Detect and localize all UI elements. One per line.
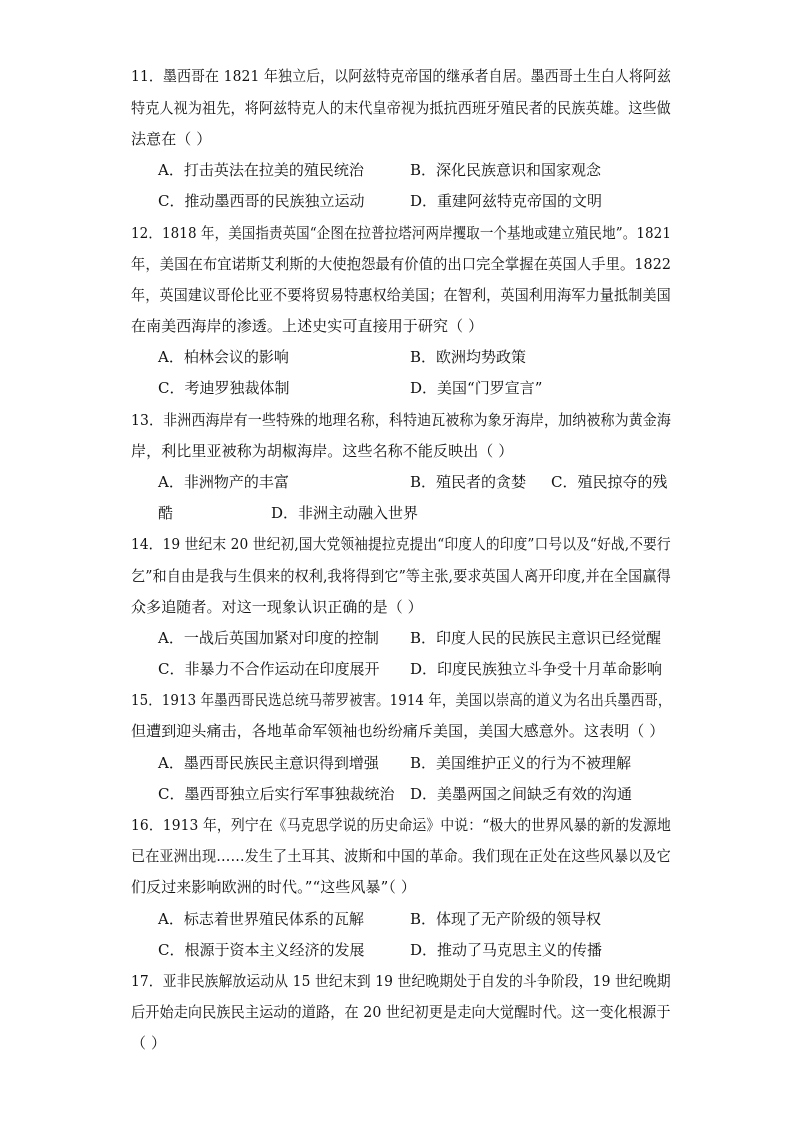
option-b[interactable]: B．殖民者的贪婪 xyxy=(410,473,527,491)
question-text-line: （ ） xyxy=(131,1034,167,1052)
question-text-line: 11．墨西哥在 1821 年独立后，以阿兹特克帝国的继承者自居。墨西哥土生白人将阿兹 xyxy=(131,67,671,85)
question-text-line: 们反过来影响欧洲的时代。”“这些风暴”（ ） xyxy=(131,878,416,896)
option-c[interactable]: C．推动墨西哥的民族独立运动 xyxy=(158,192,365,210)
option-a[interactable]: A．标志着世界殖民体系的瓦解 xyxy=(158,910,364,928)
question-text-line: 已在亚洲出现……发生了土耳其、波斯和中国的革命。我们现在正处在这些风暴以及它 xyxy=(131,847,671,865)
question-text-line: 乞”和自由是我与生俱来的权利,我将得到它”等主张,要求英国人离开印度,并在全国赢得 xyxy=(131,567,671,585)
option-d[interactable]: D．推动了马克思主义的传播 xyxy=(410,941,603,959)
option-a[interactable]: A．打击英法在拉美的殖民统治 xyxy=(158,161,364,179)
option-c[interactable]: C．非暴力不合作运动在印度展开 xyxy=(158,660,380,678)
question-text-line: 年，英国建议哥伦比亚不要将贸易特惠权给美国；在智利，英国利用海军力量抵制美国 xyxy=(131,286,671,304)
question-text-line: 12．1818 年，美国指责英国“企图在拉普拉塔河两岸攫取一个基地或建立殖民地”。1821 xyxy=(131,224,672,242)
question-text-line: 年，美国在布宜诺斯艾利斯的大使抱怨最有价值的出口完全掌握在英国人手里。1822 xyxy=(131,255,672,273)
option-b[interactable]: B．体现了无产阶级的领导权 xyxy=(410,910,602,928)
question-text-line: 后开始走向民族民主运动的道路，在 20 世纪初更是走向大觉醒时代。这一变化根源于 xyxy=(131,1003,671,1021)
question-text-line: 众多追随者。对这一现象认识正确的是（ ） xyxy=(131,598,423,616)
option-d[interactable]: D．美国“门罗宣言” xyxy=(410,379,543,397)
option-c[interactable]: C．考迪罗独裁体制 xyxy=(158,379,290,397)
option-c[interactable]: C．根源于资本主义经济的发展 xyxy=(158,941,365,959)
option-d[interactable]: D．非洲主动融入世界 xyxy=(271,504,419,522)
option-c-continuation: 酷 xyxy=(158,504,174,522)
option-c[interactable]: C．墨西哥独立后实行军事独裁统治 xyxy=(158,785,395,803)
option-a[interactable]: A．一战后英国加紧对印度的控制 xyxy=(158,629,379,647)
question-text-line: 特克人视为祖先，将阿兹特克人的末代皇帝视为抵抗西班牙殖民者的民族英雄。这些做 xyxy=(131,99,671,117)
question-text-line: 17．亚非民族解放运动从 15 世纪末到 19 世纪晚期处于自发的斗争阶段，19 世纪晚期 xyxy=(131,972,671,990)
question-text-line: 岸，利比里亚被称为胡椒海岸。这些名称不能反映出（ ） xyxy=(131,442,514,460)
option-d[interactable]: D．重建阿兹特克帝国的文明 xyxy=(410,192,603,210)
question-text-line: 15．1913 年墨西哥民选总统马蒂罗被害。1914 年，美国以崇高的道义为名出兵墨西哥， xyxy=(131,691,672,709)
option-b[interactable]: B．欧洲均势政策 xyxy=(410,348,527,366)
question-text-line: 14．19 世纪末 20 世纪初,国大党领袖提拉克提出“印度人的印度”口号以及“好战,不要行 xyxy=(131,535,671,553)
question-text-line: 13．非洲西海岸有一些特殊的地理名称，科特迪瓦被称为象牙海岸，加纳被称为黄金海 xyxy=(131,411,672,429)
option-a[interactable]: A．墨西哥民族民主意识得到增强 xyxy=(158,754,379,772)
option-b[interactable]: B．深化民族意识和国家观念 xyxy=(410,161,602,179)
option-d[interactable]: D．美墨两国之间缺乏有效的沟通 xyxy=(410,785,633,803)
question-text-line: 法意在（ ） xyxy=(131,130,212,148)
option-b[interactable]: B．印度人民的民族民主意识已经觉醒 xyxy=(410,629,662,647)
option-a[interactable]: A．非洲物产的丰富 xyxy=(158,473,289,491)
option-b[interactable]: B．美国维护正义的行为不被理解 xyxy=(410,754,632,772)
option-c[interactable]: C．殖民掠夺的残 xyxy=(551,473,668,491)
question-text-line: 在南美西海岸的渗透。上述史实可直接用于研究（ ） xyxy=(131,317,484,335)
option-a[interactable]: A．柏林会议的影响 xyxy=(158,348,289,366)
question-text-line: 16．1913 年，列宁在《马克思学说的历史命运》中说：“极大的世界风暴的新的发源地 xyxy=(131,816,671,834)
question-text-line: 但遭到迎头痛击，各地革命军领袖也纷纷痛斥美国，美国大感意外。这表明（ ） xyxy=(131,722,665,740)
option-d[interactable]: D．印度民族独立斗争受十月革命影响 xyxy=(410,660,663,678)
